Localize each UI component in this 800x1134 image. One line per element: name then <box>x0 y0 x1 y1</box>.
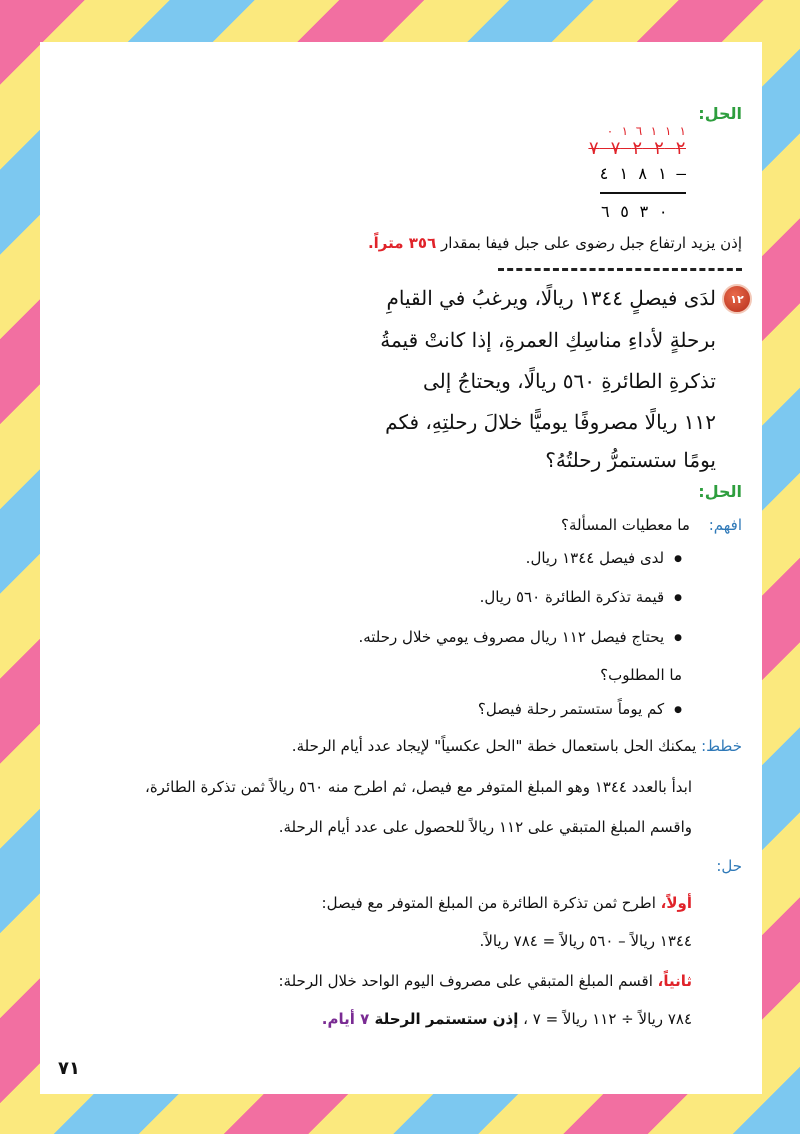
plan-text: يمكنك الحل باستعمال خطة "الحل عكسياً" لإيجاد عدد أيام الرحلة. <box>291 737 697 755</box>
difference: ٠ ٣ ٥ ٦ <box>600 202 668 221</box>
first-label: أولاً، <box>660 894 692 912</box>
separator-dashes <box>498 268 742 271</box>
plan-row <box>292 737 742 755</box>
second-text: اقسم المبلغ المتبقي على مصروف اليوم الواحد خلال الرحلة: <box>278 972 658 990</box>
solution-label: الحل: <box>698 104 742 123</box>
second-calc <box>322 1010 692 1028</box>
plan-line-2: ابدأ بالعدد ١٣٤٤ وهو المبلغ المتوفر مع فيصل، ثم اطرح منه ٥٦٠ ريالاً ثمن تذكرة الطائرة، <box>144 778 692 796</box>
conclusion-text: إذن يزيد ارتفاع جبل رضوى على جبل فيفا بمقدار <box>436 234 742 252</box>
page-sheet <box>40 42 762 1094</box>
solution-heading: الحل: <box>698 482 742 501</box>
given-item-1: ● لدى فيصل ١٣٤٤ ريال. <box>526 549 682 567</box>
givens-question: ما معطيات المسألة؟ <box>561 516 690 534</box>
second-step <box>278 972 692 990</box>
understand-label: افهم: <box>708 516 742 534</box>
required-item-1: ● كم يوماً ستستمر رحلة فيصل؟ <box>478 700 682 718</box>
carry-digits: ١ ١ ١ ٦ ١ ٠ <box>606 124 686 138</box>
given-item-2: ● قيمة تذكرة الطائرة ٥٦٠ ريال. <box>480 588 682 606</box>
given-item-3: ● يحتاج فيصل ١١٢ ريال مصروف يومي خلال رحلته. <box>358 628 682 646</box>
problem-line-1: لدَى فيصلٍ ١٣٤٤ ريالًا، ويرغبُ في القيامِ <box>386 286 716 310</box>
problem-line-3: تذكرةِ الطائرةِ ٥٦٠ ريالًا، ويحتاجُ إلى <box>422 369 716 393</box>
first-step <box>322 894 692 912</box>
page-number: ٧١ <box>58 1058 80 1079</box>
problem-line-5: يومًا ستستمرُّ رحلتُهُ؟ <box>545 448 716 472</box>
plan-line-3: واقسم المبلغ المتبقي على ١١٢ ريالاً للحصول على عدد أيام الرحلة. <box>278 818 692 836</box>
second-value: ٧ أيام. <box>321 1010 370 1028</box>
conclusion-line <box>368 234 742 252</box>
second-conclusion: إذن ستستمر الرحلة <box>369 1010 519 1028</box>
conclusion-value: ٣٥٦ متراً. <box>367 234 437 252</box>
problem-line-4: ١١٢ ريالًا مصروفًا يوميًّا خلالَ رحلتِهِ، فكم <box>385 410 716 434</box>
first-calc: ١٣٤٤ ريالاً – ٥٦٠ ريالاً = ٧٨٤ ريالاً. <box>479 932 692 950</box>
plan-label: خطط: <box>701 737 742 755</box>
required-question: ما المطلوب؟ <box>600 666 682 684</box>
understand-row <box>561 516 742 534</box>
subtrahend: ١ ٨ ١ ٤ – <box>599 164 686 183</box>
problem-line-2: برحلةٍ لأداءِ مناسِكِ العمرةِ، إذا كانتْ قيمةُ <box>380 328 716 352</box>
solve-label: حل: <box>716 857 742 875</box>
first-text: اطرح ثمن تذكرة الطائرة من المبلغ المتوفر مع فيصل: <box>321 894 661 912</box>
minuend: ٢ ٢ ٢ ٧ ٧ <box>588 138 686 159</box>
second-label: ثانياً، <box>657 972 692 990</box>
second-calc-expression: ٧٨٤ ريالاً ÷ ١١٢ ريالاً = ٧ ، <box>518 1010 692 1028</box>
subtraction-line <box>600 192 686 194</box>
problem-number-badge: ١٢ <box>722 284 752 314</box>
